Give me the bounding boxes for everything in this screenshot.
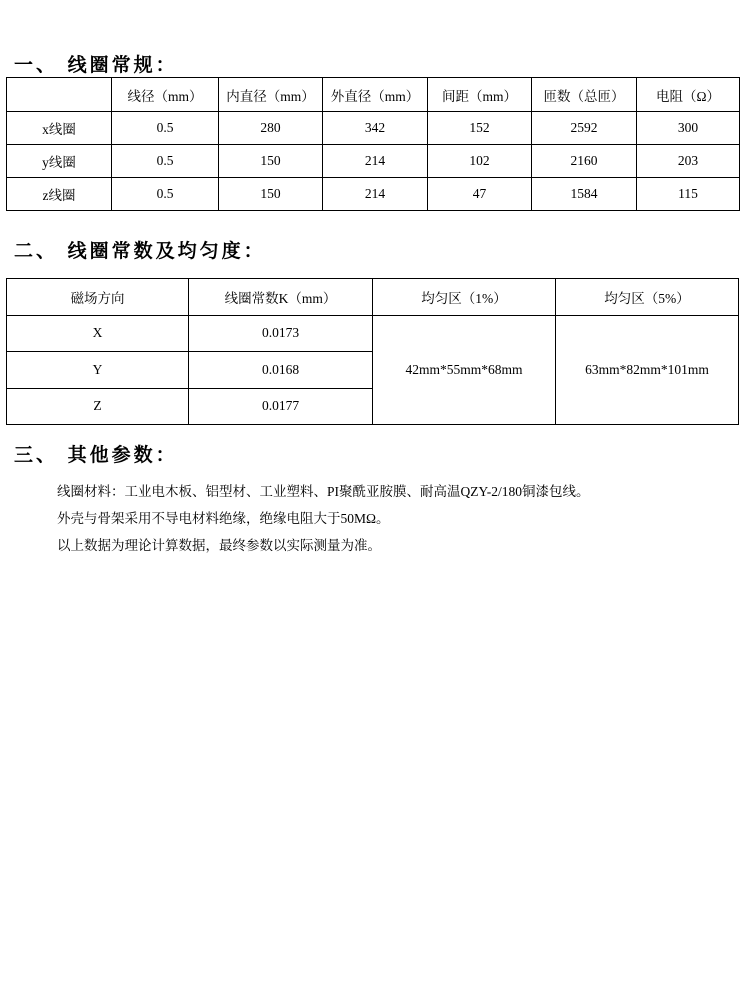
- uniform-region-5pct: 63mm*82mm*101mm: [556, 315, 739, 425]
- column-header: 均匀区（1%）: [373, 279, 556, 316]
- table-cell: 150: [219, 178, 323, 211]
- table-cell: 1584: [532, 178, 637, 211]
- table-cell: 0.5: [112, 145, 219, 178]
- table-cell-constant: 0.0177: [189, 388, 373, 425]
- paragraph-materials: 线圈材料：工业电木板、铝型材、工业塑料、PI聚酰亚胺膜、耐高温QZY-2/180铜漆包线。: [57, 484, 590, 499]
- paragraph-insulation: 外壳与骨架采用不导电材料绝缘，绝缘电阻大于50MΩ。: [57, 511, 390, 526]
- table-cell: x线圈: [7, 112, 112, 145]
- table-cell: 2592: [532, 112, 637, 145]
- table-cell: y线圈: [7, 145, 112, 178]
- table-cell: 0.5: [112, 112, 219, 145]
- table-cell: 0.5: [112, 178, 219, 211]
- table-cell: 47: [428, 178, 532, 211]
- table-row: [7, 178, 740, 211]
- section-heading-other-params: 三、 其他参数：: [14, 444, 178, 466]
- column-header: 均匀区（5%）: [556, 279, 739, 316]
- column-header: 线径（mm）: [112, 78, 219, 112]
- table-cell: 115: [637, 178, 740, 211]
- column-header: 外直径（mm）: [323, 78, 428, 112]
- table-cell: 2160: [532, 145, 637, 178]
- table-header-row: [7, 78, 740, 112]
- table-cell: 300: [637, 112, 740, 145]
- table-cell-direction: X: [7, 315, 189, 352]
- table-cell: 152: [428, 112, 532, 145]
- section-heading-coil-constants: 二、 线圈常数及均匀度：: [14, 240, 266, 262]
- column-header: 电阻（Ω）: [637, 78, 740, 112]
- table-row: [7, 315, 739, 352]
- paragraph-disclaimer: 以上数据为理论计算数据，最终参数以实际测量为准。: [57, 538, 381, 553]
- column-header: 线圈常数K（mm）: [189, 279, 373, 316]
- table-cell: 102: [428, 145, 532, 178]
- section-heading-coil-general: 一、 线圈常规：: [14, 54, 178, 76]
- table-cell: 280: [219, 112, 323, 145]
- table-cell-constant: 0.0173: [189, 315, 373, 352]
- table-cell: 214: [323, 178, 428, 211]
- table-cell: 150: [219, 145, 323, 178]
- table-row: [7, 145, 740, 178]
- other-params-text: [57, 478, 590, 559]
- uniform-region-1pct: 42mm*55mm*68mm: [373, 315, 556, 425]
- coil-constants-table: [6, 278, 739, 425]
- column-header: [7, 78, 112, 112]
- table-cell: 214: [323, 145, 428, 178]
- table-cell: 203: [637, 145, 740, 178]
- column-header: 间距（mm）: [428, 78, 532, 112]
- table-cell-direction: Y: [7, 352, 189, 389]
- table-cell-direction: Z: [7, 388, 189, 425]
- table-header-row: [7, 279, 739, 316]
- column-header: 内直径（mm）: [219, 78, 323, 112]
- table-cell: 342: [323, 112, 428, 145]
- column-header: 匝数（总匝）: [532, 78, 637, 112]
- column-header: 磁场方向: [7, 279, 189, 316]
- table-row: [7, 112, 740, 145]
- table-cell-constant: 0.0168: [189, 352, 373, 389]
- coil-general-table: [6, 77, 740, 211]
- table-cell: z线圈: [7, 178, 112, 211]
